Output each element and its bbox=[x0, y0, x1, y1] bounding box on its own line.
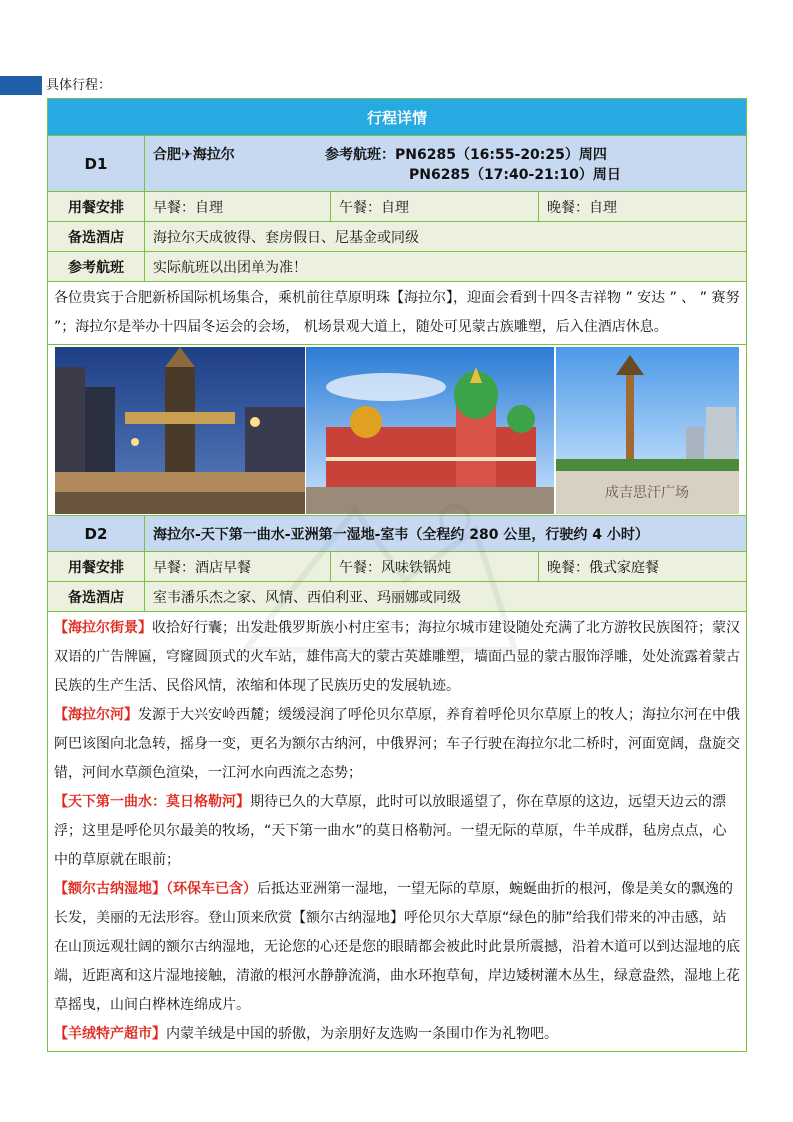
paragraph-title: 【海拉尔街景】 bbox=[54, 620, 152, 636]
day-1-route: 合肥✈海拉尔 bbox=[153, 146, 235, 163]
day-2-hotel-label: 备选酒店 bbox=[48, 582, 145, 612]
paragraph-hailar-river bbox=[54, 701, 740, 788]
paragraph-text: 内蒙羊绒是中国的骄傲，为亲朋好友选购一条围巾作为礼物吧。 bbox=[166, 1026, 558, 1042]
paragraph-text: 发源于大兴安岭西麓；缓缓浸润了呼伦贝尔草原，养育着呼伦贝尔草原上的牧人；海拉尔河在中俄阿巴该图向北急转，摇身一变，更名为额尔古纳河，中俄界河；车子行驶在海拉尔北二桥时，河面宽阔，盘旋交错，河间水草颜色渲染，一江河水向西流之态势； bbox=[54, 707, 740, 781]
night-gate-photo bbox=[55, 347, 305, 514]
day-2-route: 海拉尔-天下第一曲水-亚洲第一湿地-室韦（全程约 280 公里，行驶约 4 小时） bbox=[145, 516, 747, 552]
paragraph-title: 【羊绒特产超市】 bbox=[54, 1026, 166, 1042]
paragraph-title: 【额尔古纳湿地】（环保车已含） bbox=[54, 881, 257, 897]
day-1-lunch: 午餐：自理 bbox=[331, 192, 539, 222]
day-1-photo-strip bbox=[48, 345, 747, 516]
day-1-flight-label: 参考航班 bbox=[48, 252, 145, 282]
day-2-hotel: 室韦潘乐杰之家、风情、西伯利亚、玛丽娜或同级 bbox=[145, 582, 747, 612]
day-1-label: D1 bbox=[48, 136, 145, 192]
day-2-description bbox=[48, 612, 747, 1052]
day-1-flight-line-2: PN6285（17:40-21:10）周日 bbox=[409, 166, 621, 183]
day-2-breakfast: 早餐：酒店早餐 bbox=[145, 552, 331, 582]
day-1-dinner: 晚餐：自理 bbox=[539, 192, 747, 222]
russian-style-castle-photo bbox=[306, 347, 554, 514]
paragraph-title: 【海拉尔河】 bbox=[54, 707, 138, 723]
day-2-dinner: 晚餐：俄式家庭餐 bbox=[539, 552, 747, 582]
day-2-lunch: 午餐：风味铁锅炖 bbox=[331, 552, 539, 582]
paragraph-text: 后抵达亚洲第一湿地，一望无际的草原，蜿蜒曲折的根河，像是美女的飘逸的长发，美丽的无法形容。登山顶来欣赏【额尔古纳湿地】呼伦贝尔大草原“绿色的肺”给我们带来的冲击感，站在山顶远观壮阔的额尔古纳湿地，无论您的心还是您的眼睛都会被此时此景所震撼，沿着木道可以到达湿地的底端，近距离和这片湿地接触，清澈的根河水静静流淌，曲水环抱草甸，岸边矮树灌木丛生，绿意盎然，湿地上花草摇曳，山间白桦林连绵成片。 bbox=[54, 881, 740, 1013]
day-1-breakfast: 早餐：自理 bbox=[145, 192, 331, 222]
day-1-flight-note: 实际航班以出团单为准！ bbox=[145, 252, 747, 282]
paragraph-cashmere-market bbox=[54, 1020, 740, 1049]
paragraph-hailar-street bbox=[54, 614, 740, 701]
day-2-label: D2 bbox=[48, 516, 145, 552]
day-1-description: 各位贵宾于合肥新桥国际机场集合，乘机前往草原明珠【海拉尔】，迎面会看到十四冬吉祥物 ” 安达 ” 、 ” 赛努 ”；海拉尔是举办十四届冬运会的会场， 机场景观大道上，随处可见蒙古族雕塑，后入住酒店休息。 bbox=[48, 282, 747, 345]
day-1-route-info bbox=[145, 136, 747, 192]
paragraph-morigele-river bbox=[54, 788, 740, 875]
day-2-meals-label: 用餐安排 bbox=[48, 552, 145, 582]
paragraph-ergun-wetland bbox=[54, 875, 740, 1020]
paragraph-text: 收拾好行囊；出发赴俄罗斯族小村庄室韦；海拉尔城市建设随处充满了北方游牧民族图符；蒙汉双语的广告牌匾，穹窿圆顶式的火车站，雄伟高大的蒙古英雄雕塑，墙面凸显的蒙古服饰浮雕，处处流露着蒙古民族的生产生活、民俗风情，浓缩和体现了民族历史的发展轨迹。 bbox=[54, 620, 740, 694]
itinerary-intro-label: 具体行程： bbox=[46, 78, 112, 93]
paragraph-title: 【天下第一曲水：莫日格勒河】 bbox=[54, 794, 250, 810]
day-1-meals-label: 用餐安排 bbox=[48, 192, 145, 222]
day-1-flight-line-1: 参考航班：PN6285（16:55-20:25）周四 bbox=[325, 146, 607, 163]
day-1-hotel-label: 备选酒店 bbox=[48, 222, 145, 252]
genghis-khan-square-photo bbox=[556, 347, 739, 514]
corner-accent-bar bbox=[0, 76, 42, 95]
square-stone-caption: 成吉思汗广场 bbox=[605, 485, 689, 501]
itinerary-header: 行程详情 bbox=[48, 99, 747, 136]
paragraph-text: 期待已久的大草原，此时可以放眼遥望了，你在草原的这边，远望天边云的漂浮；这里是呼伦贝尔最美的牧场，“天下第一曲水”的莫日格勒河。一望无际的草原，牛羊成群，毡房点点，心中的草原就在眼前； bbox=[54, 794, 727, 868]
itinerary-table bbox=[47, 98, 747, 1052]
day-1-hotel: 海拉尔天成彼得、套房假日、尼基金或同级 bbox=[145, 222, 747, 252]
